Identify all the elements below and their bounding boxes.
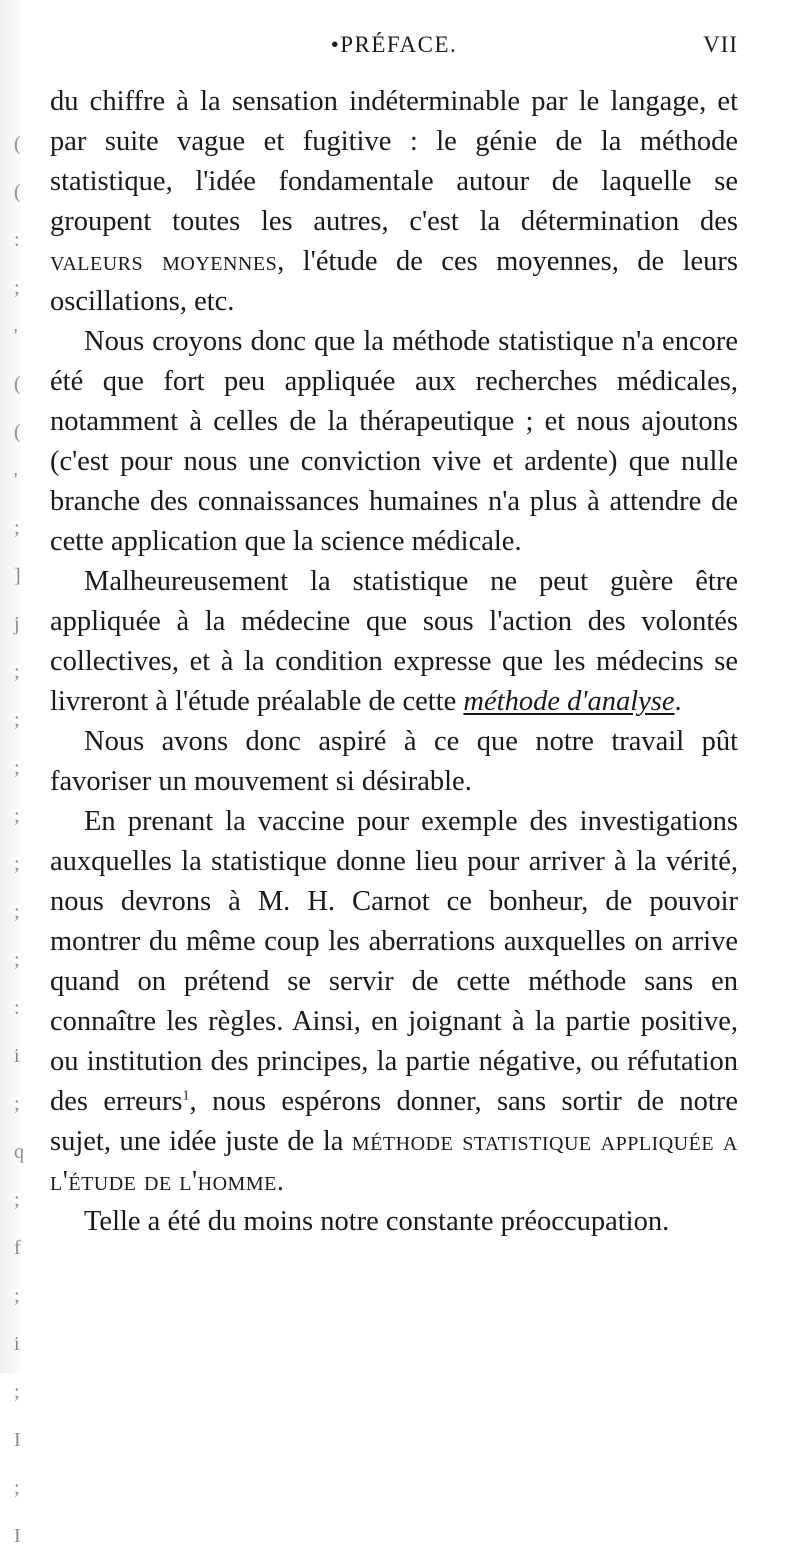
paragraph-2: Nous croyons donc que la méthode statistique n'a encore été que fort peu appliquée aux recherches médicales, notamment à celles de la thérapeutique ; et nous ajoutons (c'est pour nous une conviction vive et ardente) que nulle branche des connaissances humaines n'a plus à attendre de cette application que la science médicale. bbox=[50, 326, 738, 557]
paragraph-6: Telle a été du moins notre constante préoccupation. bbox=[84, 1206, 670, 1237]
paragraph-1-text-a: du chiffre à la sensation indéterminable par le langage, et par suite vague et fugitive : le génie de la méthode statistique, l'idée fondamentale autour de laquelle se groupent toutes les autres, c'est la détermination des bbox=[50, 86, 738, 237]
body-text bbox=[50, 82, 738, 1242]
running-head: •PRÉFACE. bbox=[330, 32, 458, 57]
page-header bbox=[50, 18, 738, 58]
paragraph-4: Nous avons donc aspiré à ce que notre travail pût favoriser un mouvement si désirable. bbox=[50, 726, 738, 797]
italic-methode-analyse: méthode d'analyse bbox=[463, 686, 675, 717]
paragraph-5-text-c: . bbox=[276, 1166, 284, 1197]
page-number: VII bbox=[703, 32, 738, 57]
paragraph-1 bbox=[50, 82, 738, 322]
paragraph-1-text-b: , l'étude de ces moyennes, de leurs oscillations, etc. bbox=[50, 246, 738, 317]
small-caps-valeurs-moyennes: valeurs moyennes bbox=[50, 246, 278, 277]
paragraph-3-text-a: Malheureusement la statistique ne peut guère être appliquée à la médecine que sous l'action des volontés collectives, et à la condition expresse que les médecins se livreront à l'étude préalable de cette bbox=[50, 566, 738, 717]
paragraph-5-text-b: , nous espérons donner, sans sortir de notre sujet, une idée juste de la bbox=[50, 1086, 738, 1157]
paragraph-3 bbox=[50, 562, 738, 722]
paragraph-5 bbox=[50, 802, 738, 1202]
paragraph-5-text-a: En prenant la vaccine pour exemple des investigations auxquelles la statistique donne lieu pour arriver à la vérité, nous devrons à M. H. Carnot ce bonheur, de pouvoir montrer du même coup les aberrations auxquelles on arrive quand on prétend se servir de cette méthode sans en connaître les règles. Ainsi, en joignant à la partie positive, ou institution des principes, la partie négative, ou réfutation des erreurs bbox=[50, 806, 738, 1117]
footnote-marker: 1 bbox=[182, 1088, 190, 1104]
paragraph-3-text-b: . bbox=[674, 686, 682, 717]
gutter-marks: ( ( : ; ' ( ( ' ; ] j ; ; ; ; ; ; ; : i ; q ; f ; i ; I ; I bbox=[14, 133, 24, 1547]
small-caps-methode-statistique: méthode statistique appliquée a l'étude de l'homme bbox=[50, 1126, 738, 1197]
binding-gutter bbox=[0, 0, 24, 1547]
